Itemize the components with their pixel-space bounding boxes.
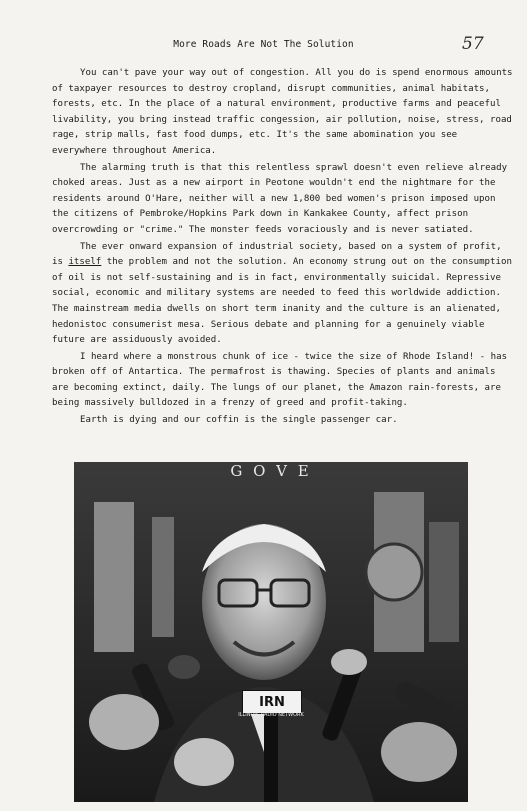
press-photo	[74, 462, 468, 802]
article-title: More Roads Are Not The Solution	[173, 39, 354, 50]
mic-flag-label: IRN	[242, 690, 302, 714]
page-number: 57	[462, 34, 484, 54]
press-photo-illustration	[74, 462, 468, 802]
emphasis-itself: itself	[68, 257, 102, 268]
photo-sign-text: G O V E	[230, 462, 312, 480]
paragraph-3: The ever onward expansion of industrial society, based on a system of profit, is itself the problem and not the solution. An economy strung out on the consumption of oil is not self-sustaining and is in fact, environmentally suicidal. Repressive social, economic and military systems are needed to feed this worldwide addiction. The mainstream media dwells on short term inanity and the culture is an alienated, hedonistoc consumerist mesa. Serious debate and planning for a genuinely viable future are assiduously avoided.	[52, 241, 512, 346]
paragraph-4: I heard where a monstrous chunk of ice - twice the size of Rhode Island! - has broken off of Antartica. The permafrost is thawing. Species of plants and animals are becoming extinct, daily. The lungs of our planet, the Amazon rain-forests, are being massively bulldozed in a frenzy of greed and profit-taking.	[52, 351, 508, 409]
article-body	[52, 66, 514, 430]
paragraph-1: You can't pave your way out of congestion. All you do is spend enormous amounts of taxpayer resources to destroy cropland, disrupt communities, animal habitats, forests, etc. In the place of a natural environment, productive farms and peaceful livability, you bring instead traffic congession, air pollution, noise, stress, road rage, strip malls, fast food dumps, etc. It's the same abomination you see everywhere throughout America.	[52, 68, 513, 156]
paragraph-5: Earth is dying and our coffin is the single passenger car.	[80, 415, 398, 426]
mic-flag-sublabel: ILLINOIS RADIO NETWORK	[238, 712, 304, 718]
paragraph-2: The alarming truth is that this relentless sprawl doesn't even relieve already choked areas. Just as a new airport in Peotone wouldn't end the nightmare for the residents around O'Hare, neither will a new 1,800 bed women's prison imposed upon the citizens of Pembroke/Hopkins Park down in Kankakee County, affect prison overcrowding or "crime." The monster feeds voraciously and is never satiated.	[52, 162, 508, 235]
